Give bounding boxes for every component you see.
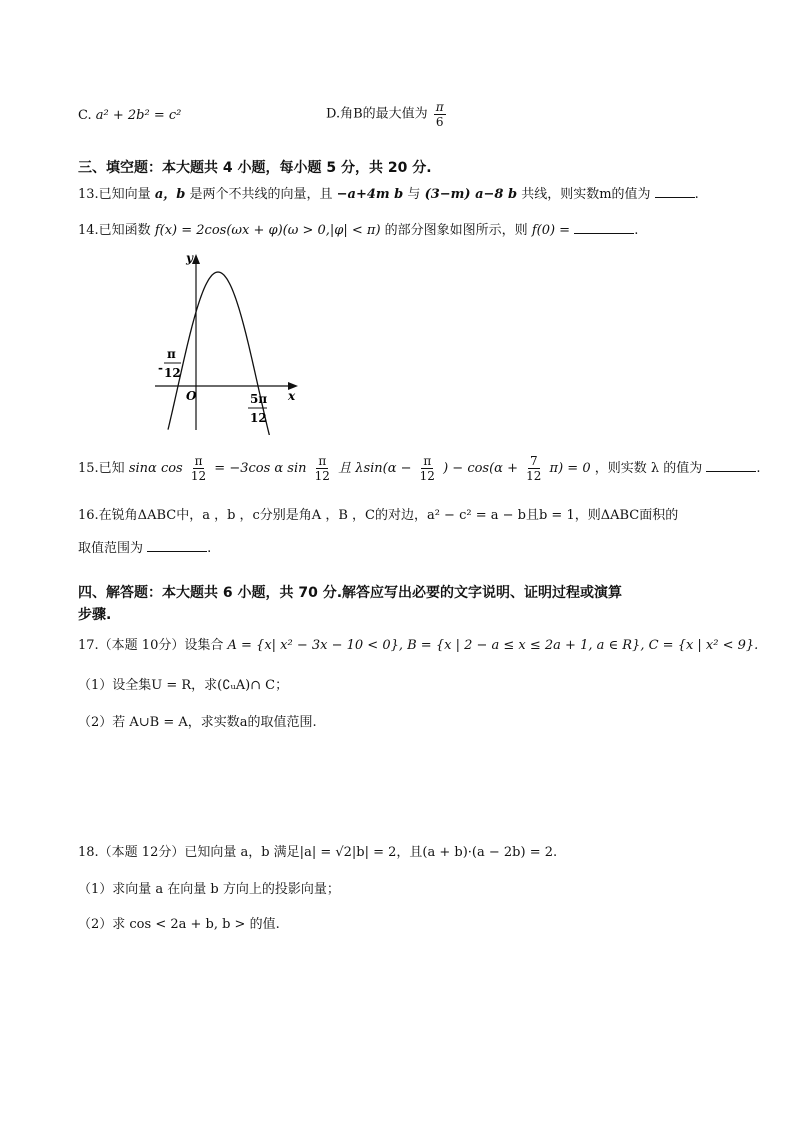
q12-option-d: D.角B的最大值为 $\frac{\pi}{6}$ xyxy=(326,100,444,129)
x-axis-label: x xyxy=(288,389,296,403)
answer-blank[interactable] xyxy=(706,457,756,472)
question-17-part-1: （1）设全集U = R，求(∁ᵤA)∩ C； xyxy=(78,678,289,693)
question-18-part-2: （2）求 cos < 2a + b, b > 的值. xyxy=(78,917,280,932)
question-18-part-1: （1）求向量 a 在向量 b 方向上的投影向量； xyxy=(78,882,340,897)
tick-num-neg: π xyxy=(167,347,176,361)
question-16-line-2: 取值范围为 . xyxy=(78,537,211,559)
question-18: 18.（本题 12分）已知向量 a，b 满足|a| = √2|b| = 2，且(a + b)·(a − 2b) = 2. xyxy=(78,845,558,860)
tick-den-neg: 12 xyxy=(164,366,181,380)
answer-blank[interactable] xyxy=(655,183,695,198)
option-d-fraction: $\frac{\pi}{6}$ xyxy=(435,100,444,129)
question-13: 13.已知向量 a，b 是两个不共线的向量，且 −a+4m b 与 (3−m) a−8 b 共线，则实数m的值为 . xyxy=(78,183,699,205)
question-16-line-1: 16.在锐角ΔABC中，a ，b ，c分别是角A ，B ，C的对边，a² − c² = a − b且b = 1，则ΔABC面积的 xyxy=(78,508,679,523)
tick-num-pos: 5π xyxy=(250,392,268,406)
section-4-title-line-1: 四、解答题：本大题共 6 小题，共 70 分.解答应写出必要的文字说明、证明过程或演算 xyxy=(78,585,623,601)
y-axis-label: y xyxy=(186,251,193,265)
section-4-title-line-2: 步骤. xyxy=(78,607,112,623)
question-14: 14.已知函数 f(x) = 2cos(ωx + φ)(ω > 0,|φ| < π) 的部分图象如图所示，则 f(0) = . xyxy=(78,219,638,241)
y-axis-arrow xyxy=(192,254,200,264)
function-graph xyxy=(150,250,310,435)
section-3-title: 三、填空题：本大题共 4 小题，每小题 5 分，共 20 分. xyxy=(78,160,432,176)
question-17-part-2: （2）若 A∪B = A，求实数a的取值范围. xyxy=(78,715,317,730)
answer-blank[interactable] xyxy=(574,219,634,234)
tick-sign-neg: - xyxy=(158,361,163,375)
answer-blank[interactable] xyxy=(147,537,207,552)
tick-den-pos: 12 xyxy=(250,411,267,425)
origin-label: O xyxy=(186,389,197,403)
question-17: 17.（本题 10分）设集合 A = {x| x² − 3x − 10 < 0}, B = {x | 2 − a ≤ x ≤ 2a + 1, a ∈ R}, C = {x | x² < 9}. xyxy=(78,638,759,653)
q12-option-c: C. a² + 2b² = c² xyxy=(78,108,182,123)
option-c-expr: a² + 2b² = c² xyxy=(95,108,182,123)
question-15: 15.已知 sinα cos $\frac{\pi}{12}$ = −3cos α sin $\frac{\pi}{12}$ 且 λsin(α − $\frac{\pi}{12}$ ) − cos(α + $\frac{7}{12}$ π) = 0 ，则实数 λ 的值为 . xyxy=(78,454,761,483)
